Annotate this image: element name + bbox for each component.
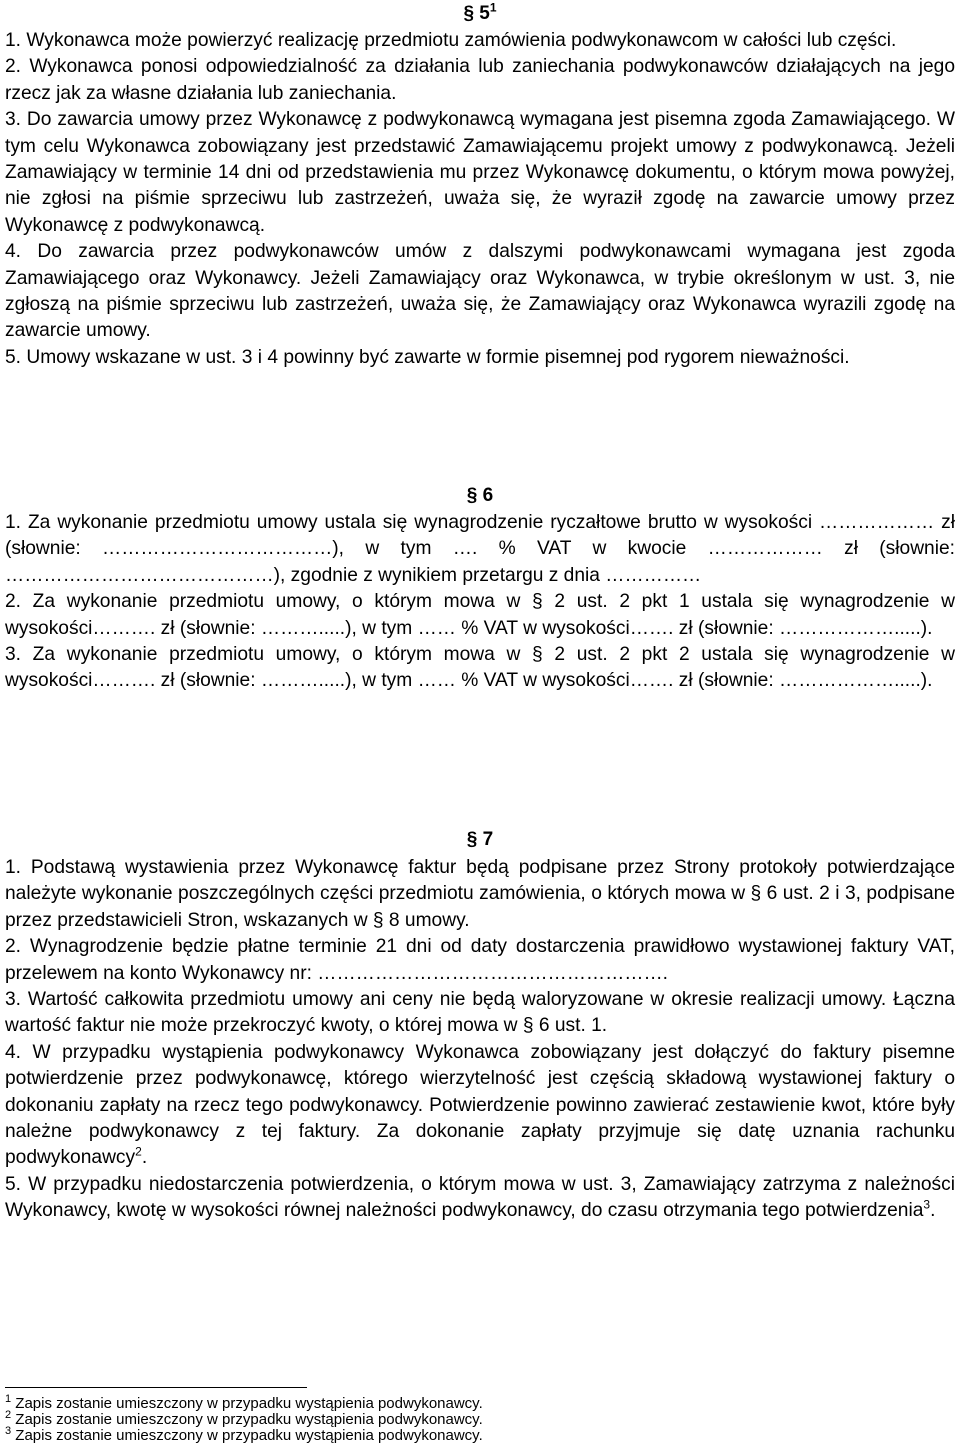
paragraph: 4. Do zawarcia przez podwykonawców umów z dalszymi podwykonawcami wymagana jest zgoda Zamawiającego oraz Wykonawcy. Jeżeli Zamawiający oraz Wykonawca, w trybie określonym w ust. 3, nie zgłoszą na piśmie sprzeciwu lub zastrzeżeń, uważa się, że Zamawiający oraz Wykonawca wyrazili zgodę na zawarcie umowy. [5, 241, 955, 342]
section-5-body [5, 28, 955, 371]
footnote [5, 1425, 955, 1444]
section-mark: § [463, 3, 475, 24]
footnote-text: Zapis zostanie umieszczony w przypadku wystąpienia podwykonawcy. [15, 1411, 483, 1428]
footnote-number: 1 [5, 1393, 12, 1405]
footnote-text: Zapis zostanie umieszczony w przypadku wystąpienia podwykonawcy. [15, 1395, 483, 1412]
paragraph-end: . [141, 1147, 148, 1169]
paragraph: 2. Za wykonanie przedmiotu umowy, o którym mowa w § 2 ust. 2 pkt 1 ustala się wynagrodzenie w wysokości………. zł (słownie: ……….....), w tym …… % VAT w wysokości……. zł (słownie: ……………….....). [5, 591, 955, 639]
footnote [5, 1409, 955, 1428]
footnote-text: Zapis zostanie umieszczony w przypadku wystąpienia podwykonawcy. [15, 1427, 483, 1444]
paragraph: 3. Wartość całkowita przedmiotu umowy ani ceny nie będą waloryzowane w okresie realizacji umowy. Łączna wartość faktur nie może przekroczyć kwoty, o której mowa w § 6 ust. 1. [5, 989, 955, 1037]
section-6-heading [5, 484, 955, 508]
footnote-number: 2 [5, 1409, 12, 1421]
paragraph-text: 5. W przypadku niedostarczenia potwierdzenia, o którym mowa w ust. 3, Zamawiający zatrzyma z należności Wykonawcy, kwotę w wysokości równej należności podwykonawcy, do czasu otrzymania tego potwierdzenia [5, 1173, 955, 1222]
paragraph: 2. Wykonawca ponosi odpowiedzialność za działania lub zaniechania podwykonawców działających na jego rzecz jak za własne działania lub zaniechania. [5, 56, 955, 104]
footnote-separator [5, 1387, 307, 1388]
paragraph: 3. Do zawarcia umowy przez Wykonawcę z podwykonawcą wymagana jest pisemna zgoda Zamawiającego. W tym celu Wykonawca zobowiązany jest przedstawić Zamawiającemu projekt umowy z podwykonawcą. Jeżeli Zamawiający w terminie 14 dni od przedstawienia mu przez Wykonawcę dokumentu, o którym mowa powyżej, nie zgłosi na piśmie sprzeciwu lub zastrzeżeń, uważa się, że wyraził zgodę na zawarcie umowy przez Wykonawcę z podwykonawcą. [5, 109, 955, 236]
paragraph-text: 4. W przypadku wystąpienia podwykonawcy Wykonawca zobowiązany jest dołączyć do faktury pisemne potwierdzenie przez podwykonawcę, którego wierzytelność jest częścią składową wystawionej faktury o dokonaniu zapłaty na rzecz tego podwykonawcy. Potwierdzenie powinno zawierać zestawienie kwot, które były należne podwykonawcy z tej faktury. Za dokonanie zapłaty przyjmuje się datę uznania rachunku podwykonawcy [5, 1041, 955, 1169]
footnote-ref: 1 [489, 0, 497, 15]
paragraph-end: . [930, 1200, 936, 1222]
section-7 [5, 828, 955, 852]
section-5 [5, 2, 955, 26]
paragraph: 3. Za wykonanie przedmiotu umowy, o którym mowa w § 2 ust. 2 pkt 2 ustala się wynagrodzenie w wysokości………. zł (słownie: ……….....), w tym …… % VAT w wysokości……. zł (słownie: ……………….....). [5, 644, 955, 692]
section-mark: § [466, 829, 478, 850]
footnote [5, 1393, 955, 1412]
paragraph [5, 1040, 955, 1172]
section-number: 6 [482, 485, 494, 506]
section-6 [5, 484, 955, 508]
footnote-number: 3 [5, 1425, 12, 1437]
paragraph: 1. Podstawą wystawienia przez Wykonawcę faktur będą podpisane przez Strony protokoły potwierdzające należyte wykonanie poszczególnych części przedmiotu zamówienia, o których mowa w § 6 ust. 2 i 3, podpisane przez przedstawicieli Stron, wskazanych w § 8 umowy. [5, 857, 955, 931]
footnote-ref: 3 [923, 1197, 931, 1212]
section-number: 7 [482, 829, 494, 850]
section-number: 5 [479, 3, 490, 24]
paragraph: 2. Wynagrodzenie będzie płatne terminie 21 dni od daty dostarczenia prawidłowo wystawionej faktury VAT, przelewem na konto Wykonawcy nr: ………………………………………………. [5, 936, 955, 984]
paragraph: 1. Za wykonanie przedmiotu umowy ustala się wynagrodzenie ryczałtowe brutto w wysokości ……………… zł (słownie: ………………………………), w tym …. % VAT w kwocie ……………… zł (słownie: ……………………………………), zgodnie z wynikiem przetargu z dnia …………… [5, 512, 955, 586]
section-7-heading [5, 828, 955, 852]
section-7-body [5, 855, 955, 1225]
paragraph: 1. Wykonawca może powierzyć realizację przedmiotu zamówienia podwykonawcom w całości lub części. [5, 30, 897, 51]
section-6-body [5, 510, 955, 695]
paragraph [5, 1172, 955, 1225]
section-5-heading [5, 2, 955, 26]
section-mark: § [466, 485, 478, 506]
footnote-ref: 2 [135, 1145, 142, 1160]
paragraph: 5. Umowy wskazane w ust. 3 i 4 powinny być zawarte w formie pisemnej pod rygorem nieważności. [5, 346, 850, 368]
